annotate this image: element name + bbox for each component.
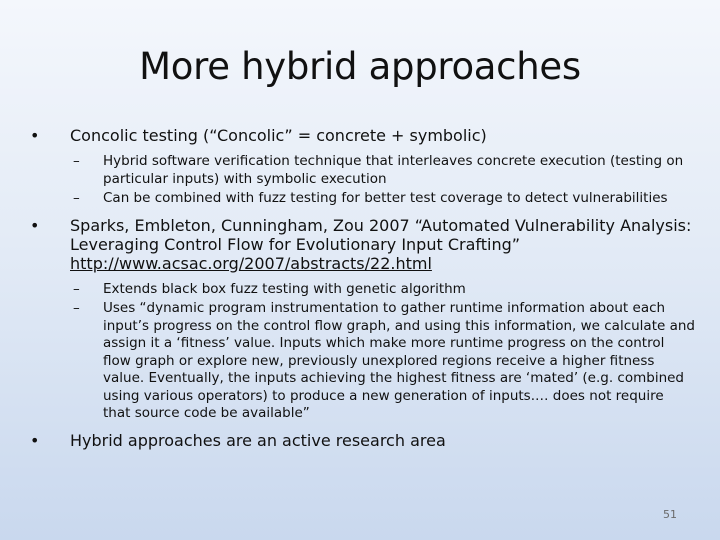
slide-body [30,126,695,450]
bullet-text: Hybrid approaches are an active research area [70,430,446,450]
bullet-text: Sparks, Embleton, Cunningham, Zou 2007 “Automated Vulnerability Analysis: Leveraging Control Flow for Evolutionary Input Crafting” [70,215,692,254]
sub-bullet [30,153,695,188]
bullet-concolic [30,126,695,145]
sub-bullet [30,300,695,423]
sub-bullet [30,281,695,299]
sub-bullet-marker: – [73,190,80,206]
bullet-marker: • [30,430,40,450]
bullet-research-area [30,431,695,450]
sub-bullet-text: Uses “dynamic program instrumentation to gather runtime information about each input’s progress on the control flow graph, and using this information, we calculate and assign it a ‘fitness’ value. Inputs which make more runtime progress on the control flow graph or explore new, previously unexplored regions receive a higher fitness value. Eventually, the inputs achieving the highest fitness are ‘mated’ (e.g. combined using various operators) to produce a new generation of inputs.… does not require that source code be available” [103,300,695,421]
sub-bullet [30,190,695,208]
sub-bullet-text: Can be combined with fuzz testing for better test coverage to detect vulnerabilities [103,190,668,206]
slide-title: More hybrid approaches [139,45,581,88]
sub-bullet-marker: – [73,153,80,169]
sub-bullet-text: Hybrid software verification technique that interleaves concrete execution (testing on particular inputs) with symbolic execution [103,153,684,187]
sub-bullet-marker: – [73,300,80,316]
sub-bullet-text: Extends black box fuzz testing with genetic algorithm [103,280,466,297]
sub-bullet-marker: – [73,280,80,297]
bullet-marker: • [30,126,40,145]
paper-link[interactable]: http://www.acsac.org/2007/abstracts/22.html [70,253,432,273]
page-number: 51 [663,508,677,521]
bullet-sparks-paper [30,216,695,273]
bullet-text: Concolic testing (“Concolic” = concrete + symbolic) [70,126,487,145]
bullet-marker: • [30,215,40,235]
